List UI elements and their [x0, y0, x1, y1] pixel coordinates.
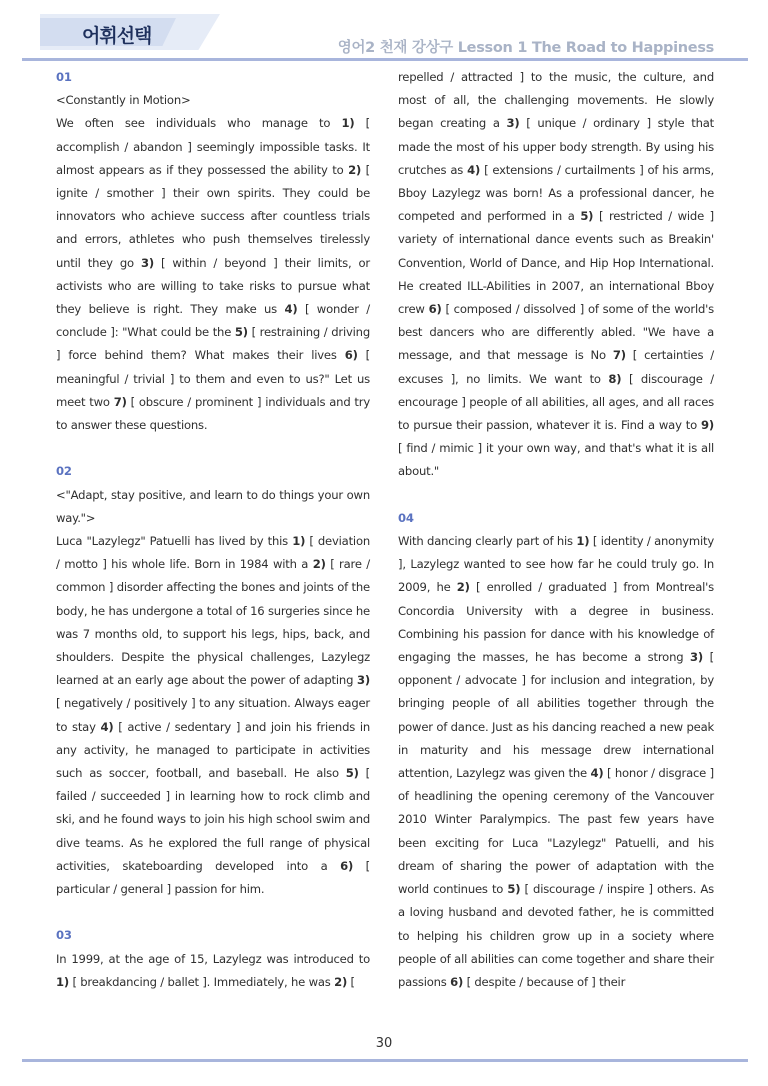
header-subtitle: 영어2 천재 강상구 Lesson 1 The Road to Happiness — [337, 40, 714, 56]
section-paragraph: With dancing clearly part of his 1) [ identity / anonymity ], Lazylegz wanted to see how far he could truly go. In 2009, he 2) [ enrolled / graduated ] from Montreal's Concordia University with a degree in business. Combining his passion for dance with his knowledge of engaging the masses, he has become a strong 3) [ opponent / advocate ] for inclusion and integration, by bringing people of all abilities together through the power of dance. Just as his dancing reached a new peak in maturity and his message drew international attention, Lazylegz was given the 4) [ honor / disgrace ] of headlining the opening ceremony of the Vancouver 2010 Winter Paralympics. The past few years have been exciting for Luca "Lazylegz" Patuelli, and his dream of sharing the power of adaptation with the world continues to 5) [ discourage / inspire ] others. As a loving husband and devoted father, he is committed to helping his children grow up in a society where people of all abilities can come together and share their passions 6) [ despite / because of ] their — [398, 534, 714, 989]
blank-number: 2) — [456, 580, 470, 595]
blank-number: 4) — [100, 719, 114, 734]
blank-number: 6) — [428, 302, 442, 317]
blank-number: 6) — [340, 858, 354, 873]
section-number: 04 — [398, 510, 414, 525]
blank-number: 3) — [357, 673, 370, 688]
section-title: 어휘선택 — [82, 25, 152, 47]
section-paragraph-part2: repelled / attracted ] to the music, the culture, and most of all, the challenging movements. He slowly began creating a 3) [ unique / ordinary ] style that made the most of his upper body strength. By using his crutches as 4) [ extensions / curtailments ] of his arms, Bboy Lazylegz was born! As a professional dancer, he competed and performed in a 5) [ restricted / wide ] variety of international dance events such as Breakin' Convention, World of Dance, and Hip Hop International. He created ILL-Abilities in 2007, an international Bboy crew 6) [ composed / dissolved ] of some of the world's best dancers who are differently abled. "We have a message, and that message is No 7) [ certainties / excuses ], no limits. We want to 8) [ discourage / encourage ] people of all abilities, all ages, and all races to pursue their passion, whatever it is. Find a way to 9) [ find / mimic ] it your own way, and that's what it is all about." — [398, 70, 715, 479]
blank-number: 1) — [576, 534, 590, 549]
section-number: 01 — [56, 70, 72, 84]
blank-number: 2) — [334, 974, 348, 989]
blank-number: 3) — [141, 255, 154, 270]
blank-number: 1) — [292, 534, 306, 549]
spacer — [56, 901, 370, 924]
blank-number: 9) — [701, 418, 714, 433]
blank-number: 3) — [690, 650, 703, 665]
footer-divider — [22, 1059, 748, 1062]
blank-number: 2) — [312, 557, 326, 572]
spacer — [56, 437, 370, 460]
blank-number: 8) — [608, 371, 622, 386]
section-heading: <Constantly in Motion> — [56, 93, 191, 108]
blank-number: 6) — [344, 348, 358, 363]
section-paragraph-part1: In 1999, at the age of 15, Lazylegz was introduced to 1) [ breakdancing / ballet ]. Immediately, he was 2) [ — [56, 951, 370, 989]
section-number: 03 — [56, 928, 72, 943]
blank-number: 5) — [580, 209, 594, 224]
blank-number: 7) — [113, 394, 127, 409]
blank-number: 3) — [506, 116, 520, 131]
page-number: 30 — [375, 1036, 393, 1051]
header-divider — [22, 58, 748, 61]
blank-number: 5) — [234, 325, 248, 340]
section-paragraph: We often see individuals who manage to 1) [ accomplish / abandon ] seemingly impossible tasks. It almost appears as if they possessed the ability to 2) [ ignite / smother ] their own spirits. They could be innovators who achieve success after countless trials and errors, athletes who push themselves tirelessly until they go 3) [ within / beyond ] their limits, or activists who are willing to take risks to pursue what they believe is right. They make us 4) [ wonder / conclude ]: "What could be the 5) [ restraining / driving ] force behind them? What makes their lives 6) [ meaningful / trivial ] to them and even to us?" Let us meet two 7) [ obscure / prominent ] individuals and try to answer these questions. — [56, 116, 371, 433]
blank-number: 1) — [341, 116, 355, 131]
blank-number: 6) — [450, 974, 464, 989]
blank-number: 7) — [612, 348, 626, 363]
blank-number: 5) — [507, 882, 521, 897]
blank-number: 5) — [345, 766, 359, 781]
section-paragraph: Luca "Lazylegz" Patuelli has lived by this 1) [ deviation / motto ] his whole life. Born in 1984 with a 2) [ rare / common ] disorder affecting the bones and joints of the body, he has undergone a total of 16 surgeries since he was 7 months old, to support his legs, hips, back, and shoulders. Despite the physical challenges, Lazylegz learned at an early age about the power of adapting 3) [ negatively / positively ] to any situation. Always eager to stay 4) [ active / sedentary ] and join his friends in any activity, he managed to participate in activities such as soccer, football, and baseball. He also 5) [ failed / succeeded ] in learning how to rock climb and ski, and he found ways to join his high school swim and dive teams. As he explored the full range of physical activities, skateboarding developed into a 6) [ particular / general ] passion for him. — [56, 534, 370, 897]
right-column — [398, 66, 714, 994]
blank-number: 2) — [348, 162, 362, 177]
blank-number: 4) — [590, 766, 604, 781]
spacer — [398, 484, 714, 507]
blank-number: 4) — [467, 162, 481, 177]
blank-number: 4) — [284, 302, 298, 317]
blank-number: 1) — [56, 974, 69, 989]
left-column — [56, 66, 370, 994]
section-number: 02 — [56, 464, 72, 479]
section-heading: <"Adapt, stay positive, and learn to do things your own way."> — [56, 487, 370, 525]
